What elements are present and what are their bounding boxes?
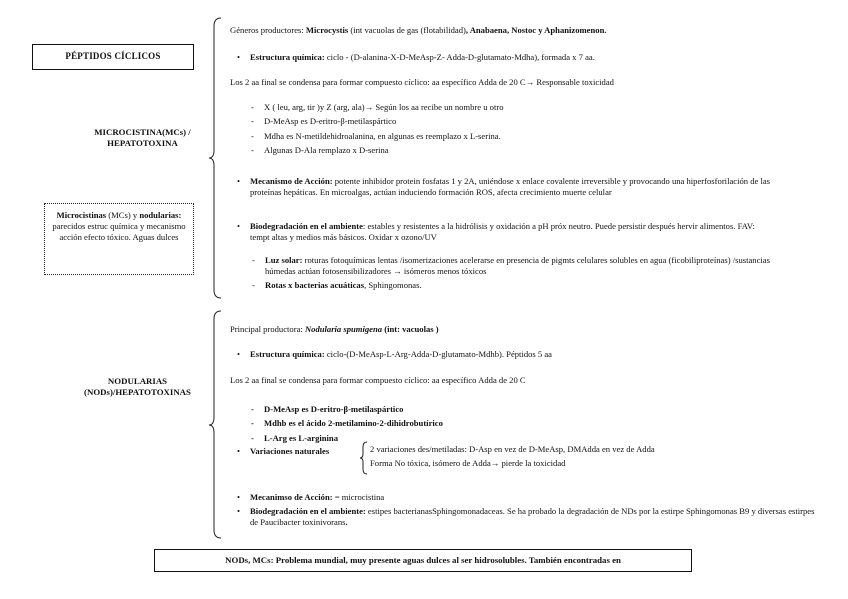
nods-producer: Principal productora: Nodularia spumigena (int: vacuolas )	[230, 324, 439, 334]
mcs-structure: • Estructura química: ciclo - (D-alanina-X-D-MeAsp-Z- Adda-D-glutamato-Mdha), formada x 7 aa.	[250, 52, 830, 63]
nods-mechanism: • Mecanimso de Acción: = microcistina	[250, 492, 810, 503]
mcs-sunlight: - Luz solar: roturas fotoquímicas lentas /isomerizaciones acelerarse en presencia de pigmts celulares solubles en agua (ficobiliproteínas) /sustancias húmedas actúan fotosensibilizadores → isómeros menos tóxicos	[265, 255, 790, 277]
list-item: - D-MeAsp es D-eritro-β-metilaspártico	[264, 114, 824, 128]
list-item: - Mdhb es el ácido 2-metilamino-2-dihidrobutírico	[264, 416, 824, 430]
nods-dash-list	[264, 402, 824, 445]
list-item: - X ( leu, arg, tir )y Z (arg, ala)→ Según los aa recibe un nombre u otro	[264, 100, 824, 114]
footer-note-box	[154, 549, 692, 572]
nods-variations: • Variaciones naturales	[250, 446, 360, 457]
nods-brace	[209, 311, 221, 538]
list-item: - D-MeAsp es D-eritro-β-metilaspártico	[264, 402, 824, 416]
mcs-producers: Géneros productores: Microcystis (int vacuolas de gas (flotabilidad), Anabaena, Nostoc y Aphanizomenon.	[230, 25, 607, 35]
nods-structure: • Estructura química: ciclo-(D-MeAsp-L-Arg-Adda-D-glutamato-Mdhb). Péptidos 5 aa	[250, 349, 830, 360]
variations-brace	[360, 442, 367, 474]
list-item: - Mdha es N-metildehidroalanina, en algunas es reemplazo x L-serina.	[264, 129, 824, 143]
nods-heading: NODULARIAS (NODs)/HEPATOTOXINAS	[84, 376, 191, 398]
mcs-dash-list	[264, 100, 824, 157]
nods-final-aa: Los 2 aa final se condensa para formar compuesto cíclico: aa específico Adda de 20 C	[230, 375, 526, 385]
mcs-bacteria: - Rotas x bacterias acuáticas, Sphingomonas.	[265, 280, 790, 291]
nods-biodegradation: • Biodegradación en el ambiente: estipes bacterianasSphingomonadaceas. Se ha probado la degradación de NDs por la estirpe Sphingomonas B9 y diversas estirpes de Paucibacter toxinivorans.	[250, 506, 815, 528]
list-item: - Algunas D-Ala remplazo x D-serina	[264, 143, 824, 157]
mcs-final-aa: Los 2 aa final se condensa para formar compuesto cíclico: aa específico Adda de 20 C→ Responsable toxicidad	[230, 77, 614, 87]
footer-note: NODs, MCs: Problema mundial, muy presente aguas dulces al ser hidrosolubles. También encontradas en	[225, 554, 621, 565]
list-item: - L-Arg es L-arginina	[264, 431, 824, 445]
nods-variations-detail: 2 variaciones des/metiladas: D-Asp en vez de D-MeAsp, DMAdda en vez de Adda Forma No tóxica, isómero de Adda→ pierde la toxicidad	[370, 444, 655, 468]
comparison-note-box: Microcistinas (MCs) y nodularias: parecidos estruc química y mecanismo acción efecto tóxico. Aguas dulces	[44, 203, 194, 275]
mcs-heading: MICROCISTINA(MCs) / HEPATOTOXINA	[94, 127, 191, 149]
mcs-biodegradation: • Biodegradación en el ambiente: estables y resistentes a la hidrólisis y oxidación a pH próx neutro. Puede persistir después hervir alimentos. FAV: tempt altas y medios más básicos. Oxidar x ozono/UV	[250, 221, 770, 243]
mcs-brace	[209, 18, 221, 298]
section-title: PÉPTIDOS CÍCLICOS	[65, 51, 161, 62]
mcs-mechanism: • Mecanismo de Acción: potente inhibidor protein fosfatas 1 y 2A, uniéndose x enlace covalente irreversible y provocando una hiperfosforilación de las proteínas hepáticas. En microalgas, actúan induciendo formación ROS, afecta crecimiento muerte celular	[250, 176, 770, 198]
